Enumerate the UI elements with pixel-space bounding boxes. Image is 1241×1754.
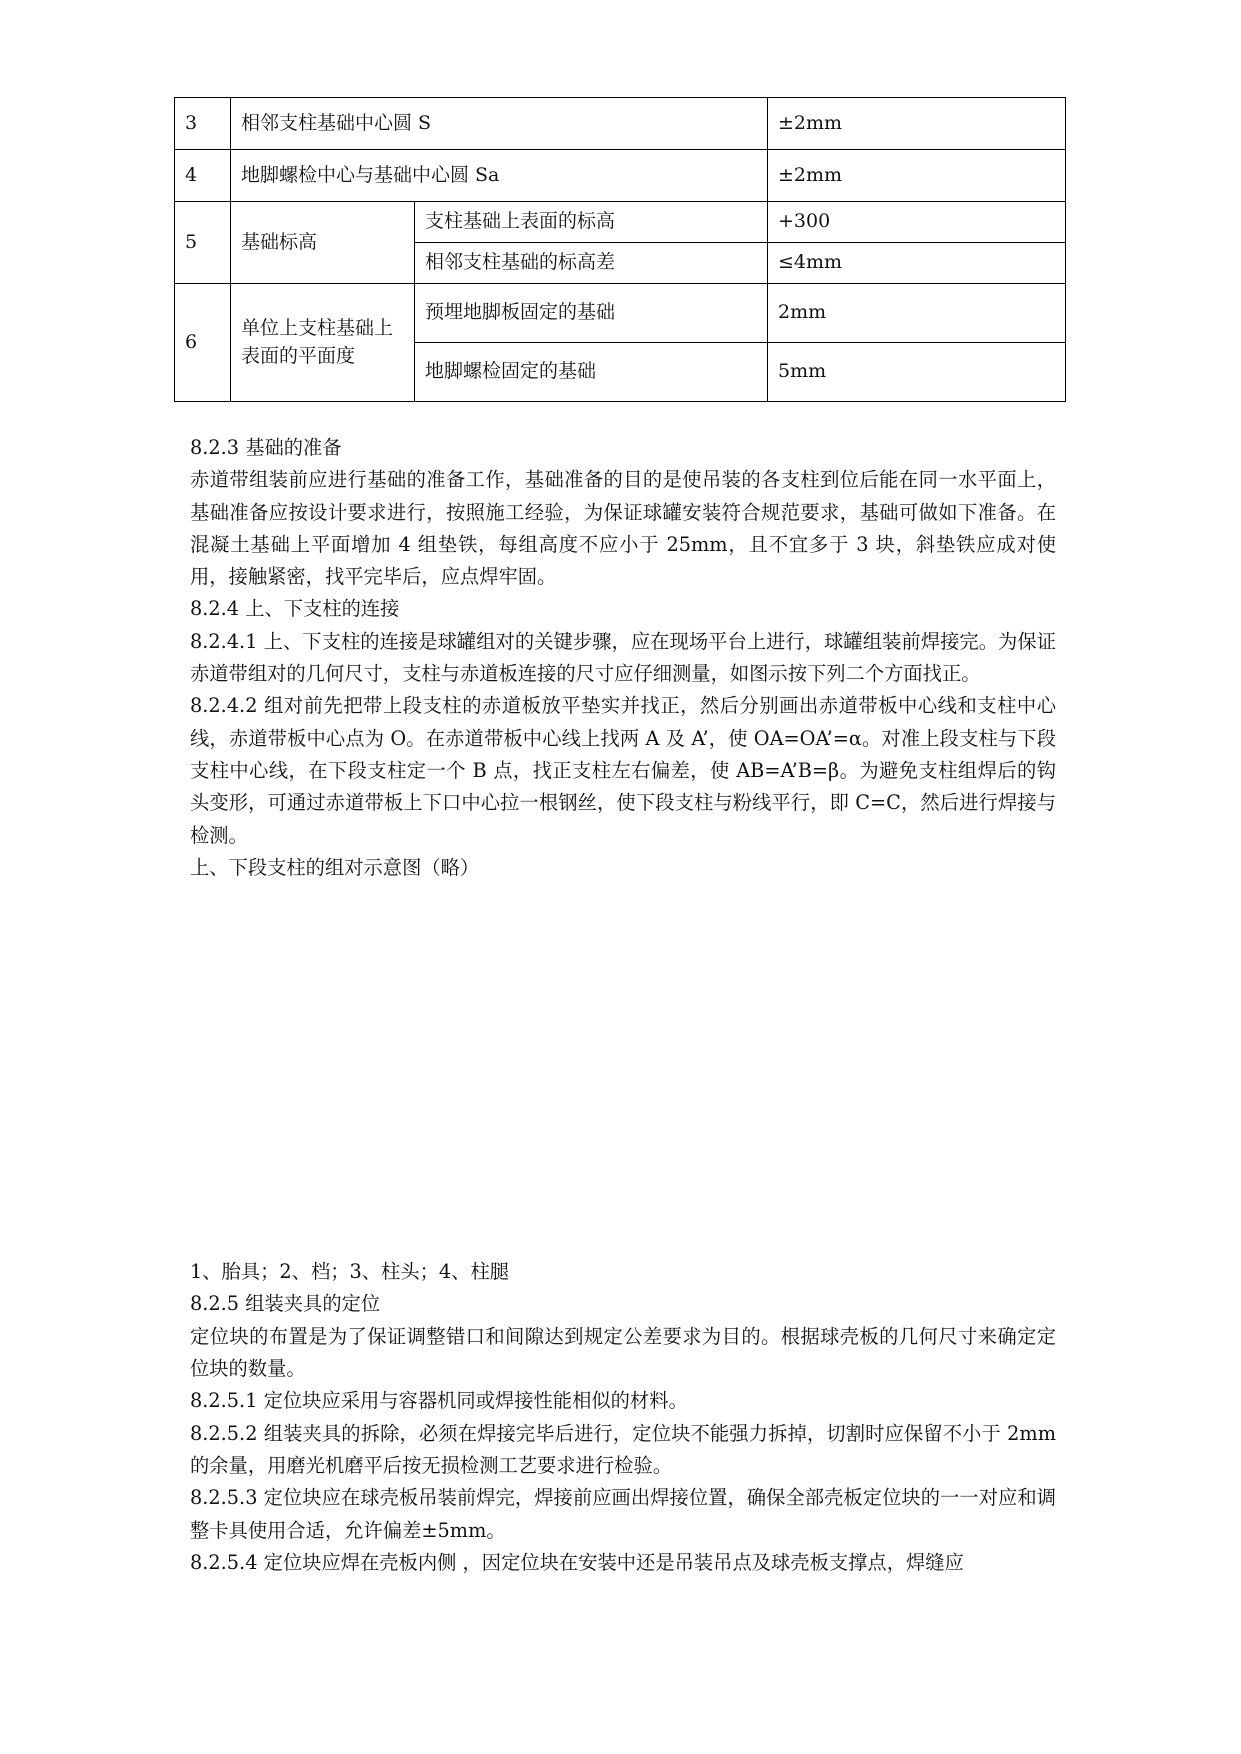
paragraph: 8.2.5.1 定位块应采用与容器机同或焊接性能相似的材料。	[190, 1389, 688, 1413]
sub-item-name: 地脚螺检固定的基础	[415, 343, 768, 402]
paragraph: 8.2.5.4 定位块应焊在壳板内侧 ，因定位块在安装中还是吊装吊点及球壳板支撑点，焊缝应	[190, 1550, 964, 1574]
section-heading: 8.2.4 上、下支柱的连接	[190, 597, 400, 621]
row-number: 5	[175, 202, 231, 284]
tolerance-value: ≤4mm	[768, 243, 1066, 284]
item-name: 相邻支柱基础中心圆 S	[231, 98, 768, 150]
sub-item-name: 预埋地脚板固定的基础	[415, 284, 768, 343]
table-row	[175, 98, 1066, 150]
tolerance-value: +300	[768, 202, 1066, 243]
paragraph: 8.2.5.2 组装夹具的拆除，必须在焊接完毕后进行，定位块不能强力拆掉，切割时应保留不小于 2mm 的余量，用磨光机磨平后按无损检测工艺要求进行检验。	[190, 1421, 1056, 1477]
table-row	[175, 284, 1066, 343]
tolerance-value: 5mm	[768, 343, 1066, 402]
figure-caption: 上、下段支柱的组对示意图（略）	[190, 855, 480, 879]
paragraph: 赤道带组装前应进行基础的准备工作，基础准备的目的是使吊装的各支柱到位后能在同一水平面上，基础准备应按设计要求进行，按照施工经验，为保证球罐安装符合规范要求，基础可做如下准备。在混凝土基础上平面增加 4 组垫铁，每组高度不应小于 25mm，且不宜多于 3 块，斜垫铁应成对使用，接触紧密，找平完毕后，应点焊牢固。	[190, 468, 1056, 589]
figure-legend: 1、胎具；2、档；3、柱头；4、柱腿	[190, 1260, 510, 1284]
paragraph: 8.2.4.1 上、下支柱的连接是球罐组对的关键步骤，应在现场平台上进行，球罐组装前焊接完。为保证赤道带组对的几何尺寸，支柱与赤道板连接的尺寸应仔细测量，如图示按下列二个方面找正。	[190, 629, 1056, 686]
tolerance-value: 2mm	[768, 284, 1066, 343]
row-number: 3	[175, 98, 231, 150]
paragraph: 8.2.5.3 定位块应在球壳板吊装前焊完，焊接前应画出焊接位置，确保全部壳板定位块的一一对应和调整卡具使用合适，允许偏差±5mm。	[190, 1486, 1056, 1542]
figure-placeholder	[190, 884, 1056, 1256]
table-row	[175, 150, 1066, 202]
paragraph: 8.2.4.2 组对前先把带上段支柱的赤道板放平垫实并找正，然后分别画出赤道带板中心线和支柱中心线，赤道带板中心点为 O。在赤道带板中心线上找两 A 及 A’，使 OA=OA’=α。对准上段支柱与下段支柱中心线，在下段支柱定一个 B 点，找正支柱左右偏差，使 AB=A’B=β。为避免支柱组焊后的钩头变形，可通过赤道带板上下口中心拉一根钢丝，使下段支柱与粉线平行，即 C=C，然后进行焊接与检测。	[190, 694, 1056, 847]
tolerance-value: ±2mm	[768, 150, 1066, 202]
sub-item-name: 相邻支柱基础的标高差	[415, 243, 768, 284]
item-name: 单位上支柱基础上表面的平面度	[231, 284, 415, 402]
row-number: 4	[175, 150, 231, 202]
tolerance-value: ±2mm	[768, 98, 1066, 150]
section-heading: 8.2.5 组装夹具的定位	[190, 1292, 381, 1316]
paragraph: 定位块的布置是为了保证调整错口和间隙达到规定公差要求为目的。根据球壳板的几何尺寸来确定定位块的数量。	[190, 1324, 1056, 1381]
sub-item-name: 支柱基础上表面的标高	[415, 202, 768, 243]
item-name: 基础标高	[231, 202, 415, 284]
tolerance-table	[174, 97, 1066, 402]
section-heading: 8.2.3 基础的准备	[190, 436, 342, 459]
body-text	[190, 432, 1056, 1579]
row-number: 6	[175, 284, 231, 402]
table-row	[175, 202, 1066, 243]
item-name: 地脚螺检中心与基础中心圆 Sa	[231, 150, 768, 202]
